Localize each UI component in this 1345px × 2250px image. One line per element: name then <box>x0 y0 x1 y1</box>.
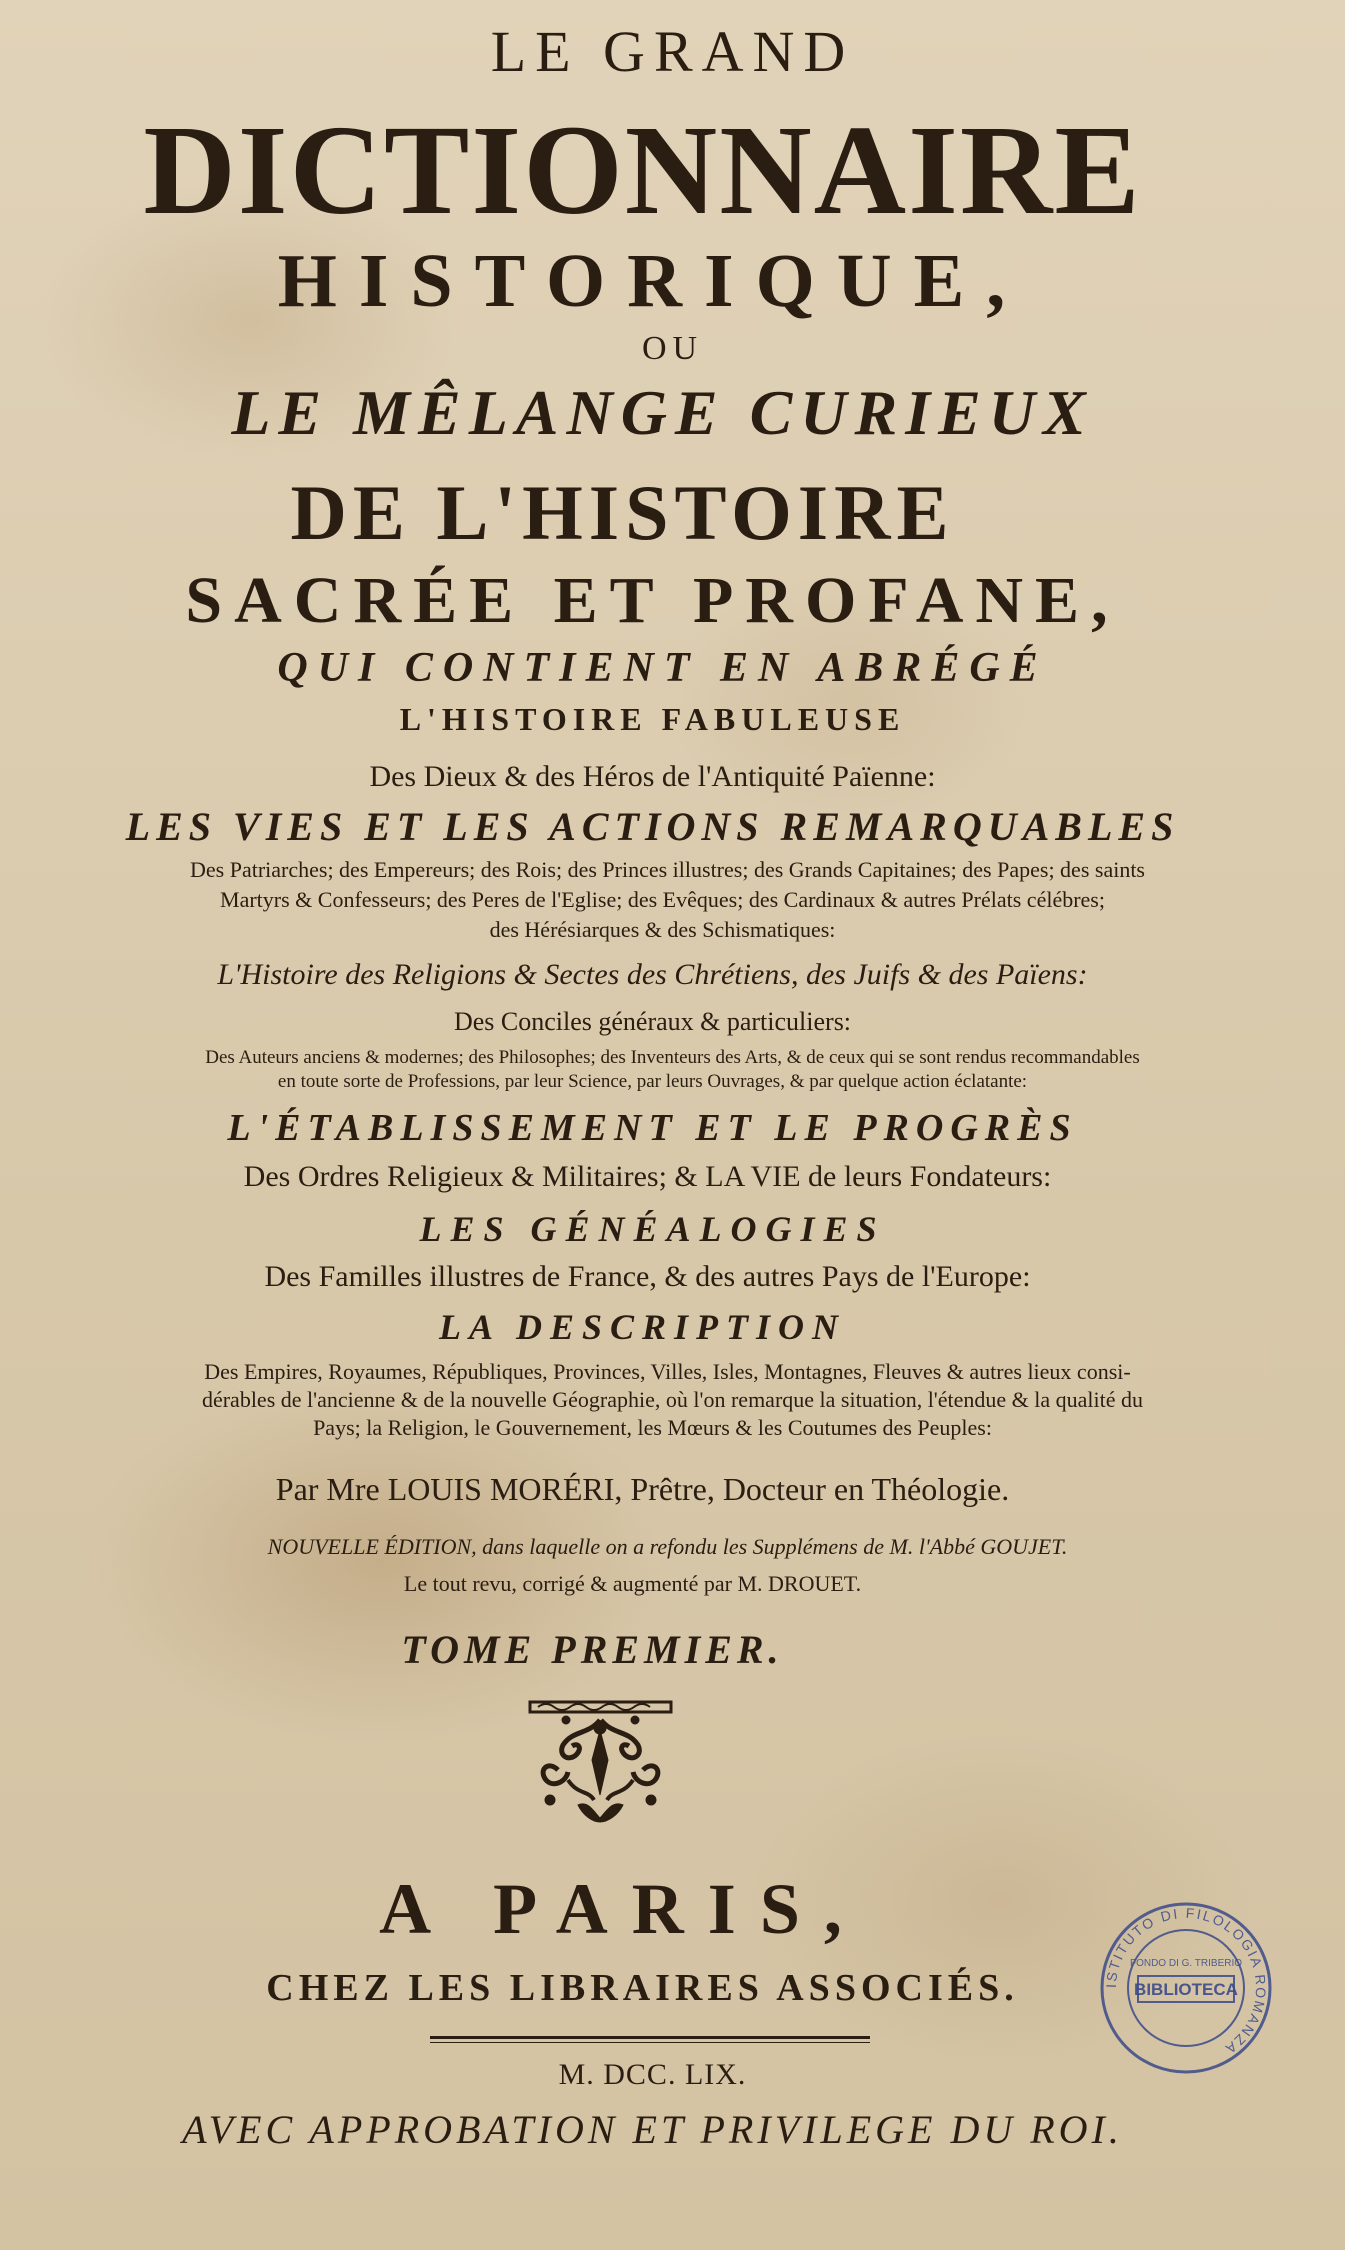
text-patriarches: Des Patriarches; des Empereurs; des Rois; des Princes illustres; des Grands Capitaines; des Papes; des saints <box>190 857 1145 882</box>
edition-line: NOUVELLE ÉDITION, dans laquelle on a refondu les Supplémens de M. l'Abbé GOUJET. <box>267 1534 1068 1559</box>
text-geographie: dérables de l'ancienne & de la nouvelle Géographie, où l'on remarque la situation, l'étendue & la qualité du <box>201 1387 1144 1412</box>
text-pays-religion: Pays; la Religion, le Gouvernement, les Mœurs & les Coutumes des Peuples: <box>313 1415 992 1440</box>
title-line-dictionnaire: DICTIONNAIRE <box>143 99 1142 241</box>
fleuron-ornament <box>528 1700 673 1825</box>
text-martyrs: Martyrs & Confesseurs; des Peres de l'Eglise; des Evêques; des Cardinaux & autres Prélats célébres; <box>220 887 1105 912</box>
text-dieux-heros: Des Dieux & des Héros de l'Antiquité Païenne: <box>369 760 936 793</box>
volume-line: TOME PREMIER. <box>401 1627 784 1672</box>
title-line-ou: OU <box>641 330 704 367</box>
stamp-center-text: BIBLIOTECA <box>1134 1980 1238 1999</box>
title-line-historique: HISTORIQUE, <box>277 239 1028 323</box>
text-ordres-religieux: Des Ordres Religieux & Militaires; & LA VIE de leurs Fondateurs: <box>243 1160 1052 1193</box>
text-empires: Des Empires, Royaumes, Républiques, Provinces, Villes, Isles, Montagnes, Fleuves & autres lieux consi- <box>204 1359 1131 1384</box>
heading-description: LA DESCRIPTION <box>438 1307 847 1347</box>
heading-vies-actions: LES VIES ET LES ACTIONS REMARQUABLES <box>125 804 1180 849</box>
stamp-inner-text: FONDO DI G. TRIBERIO <box>1129 1958 1243 1969</box>
stamp-ring-text: ISTITUTO DI FILOLOGIA ROMANZA <box>1102 1904 1270 2059</box>
title-line-melange-curieux: LE MÊLANGE CURIEUX <box>231 377 1094 448</box>
imprint-publishers: CHEZ LES LIBRAIRES ASSOCIÉS. <box>266 1967 1019 2009</box>
author-line: Par Mre LOUIS MORÉRI, Prêtre, Docteur en Théologie. <box>275 1471 1010 1507</box>
imprint-city: A PARIS, <box>379 1869 866 1949</box>
text-professions: en toute sorte de Professions, par leur Science, par leurs Ouvrages, & par quelque action éclatante: <box>277 1071 1028 1092</box>
text-heresiarques: des Hérésiarques & des Schismatiques: <box>489 917 836 942</box>
title-line-le-grand: LE GRAND <box>490 19 855 84</box>
double-rule-thin <box>430 2042 870 2043</box>
text-conciles: Des Conciles généraux & particuliers: <box>453 1007 852 1036</box>
heading-genealogies: LES GÉNÉALOGIES <box>419 1209 886 1249</box>
imprint-privilege: AVEC APPROBATION ET PRIVILEGE DU ROI. <box>182 2107 1123 2152</box>
heading-etablissement: L'ÉTABLISSEMENT ET LE PROGRÈS <box>227 1107 1078 1149</box>
subtitle-qui-contient: QUI CONTIENT EN ABRÉGÉ <box>277 645 1048 691</box>
text-familles: Des Familles illustres de France, & des autres Pays de l'Europe: <box>264 1260 1031 1293</box>
revision-line: Le tout revu, corrigé & augmenté par M. DROUET. <box>403 1571 862 1596</box>
text-auteurs: Des Auteurs anciens & modernes; des Philosophes; des Inventeurs des Arts, & de ceux qui se sont rendus recommandables <box>205 1047 1140 1068</box>
library-stamp <box>1098 1900 1274 2076</box>
title-line-de-l-histoire: DE L'HISTOIRE <box>290 469 955 556</box>
title-line-sacree-et-profane: SACRÉE ET PROFANE, <box>185 564 1120 637</box>
imprint-date: M. DCC. LIX. <box>558 2058 747 2091</box>
text-histoire-religions: L'Histoire des Religions & Sectes des Chrétiens, des Juifs & des Païens: <box>217 958 1088 991</box>
double-rule-thick <box>430 2036 870 2039</box>
subtitle-histoire-fabuleuse: L'HISTOIRE FABULEUSE <box>399 701 906 737</box>
